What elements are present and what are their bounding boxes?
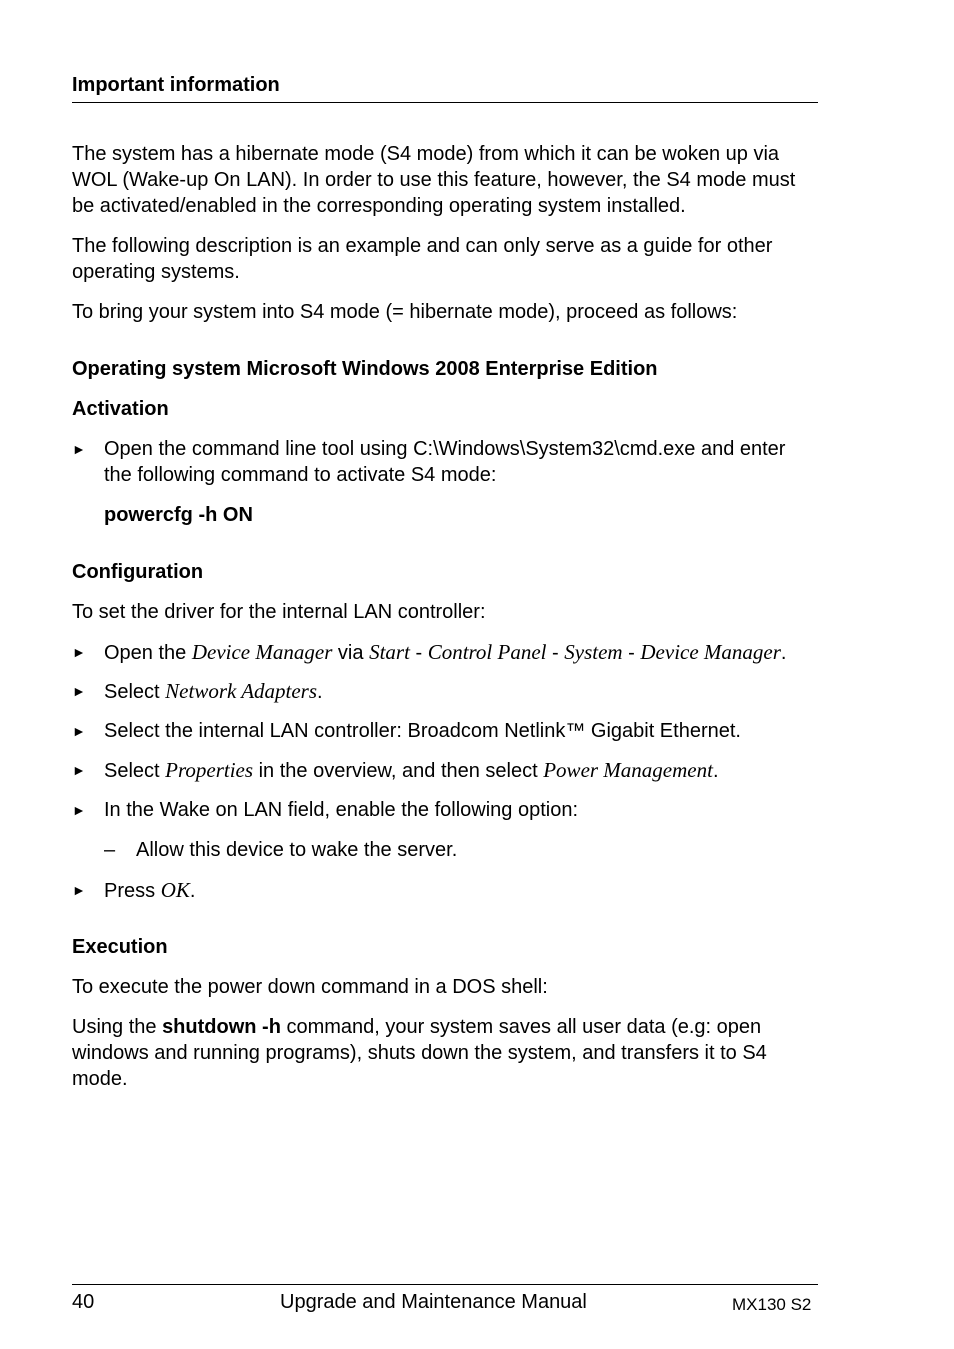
step-text: Select the internal LAN controller: Broadcom Netlink™ Gigabit Ethernet. [104, 720, 741, 742]
sub-option-text: Allow this device to wake the server. [136, 839, 458, 861]
configuration-sub-option [104, 837, 457, 863]
activation-step-1 [72, 436, 818, 488]
step-arrow-icon: ► [72, 723, 86, 739]
header-rule [72, 102, 818, 103]
intro-paragraph-1: The system has a hibernate mode (S4 mode) from which it can be woken up via WOL (Wake-up On LAN). In order to use this feature, however, the S4 mode must be activated/enabled in the corresponding operating system installed. [72, 143, 796, 217]
ui-term-device-manager: Device Manager [191, 640, 333, 664]
configuration-step-1 [72, 639, 818, 666]
step-text: Select Properties in the overview, and then select Power Management. [104, 758, 719, 782]
os-heading: Operating system Microsoft Windows 2008 Enterprise Edition [72, 358, 658, 380]
step-arrow-icon: ► [72, 683, 86, 699]
step-text: In the Wake on LAN field, enable the following option: [104, 799, 579, 821]
configuration-step-6 [72, 877, 818, 904]
execution-paragraph: Using the shutdown -h command, your system saves all user data (e.g: open windows and running programs), shuts down the system, and transfers it to S4 mode. [72, 1016, 767, 1090]
step-text: Press OK. [104, 878, 196, 902]
dash-marker: – [104, 839, 116, 861]
configuration-step-3 [72, 718, 818, 744]
step-arrow-icon: ► [72, 762, 86, 778]
execution-intro: To execute the power down command in a DOS shell: [72, 976, 548, 998]
page-number: 40 [72, 1291, 95, 1313]
header-title: Important information [72, 74, 280, 96]
ui-term-power-management: Power Management [543, 758, 713, 782]
footer-rule [72, 1284, 818, 1285]
ui-term-device-manager-2: Device Manager [640, 640, 781, 664]
ui-term-ok: OK [160, 878, 190, 902]
ui-term-properties: Properties [165, 758, 254, 782]
step-arrow-icon: ► [72, 441, 86, 457]
configuration-intro: To set the driver for the internal LAN controller: [72, 601, 486, 623]
activation-command: powercfg -h ON [104, 504, 253, 526]
step-arrow-icon: ► [72, 882, 86, 898]
configuration-step-4 [72, 757, 818, 784]
execution-heading: Execution [72, 936, 168, 958]
intro-paragraph-3: To bring your system into S4 mode (= hibernate mode), proceed as follows: [72, 301, 738, 323]
configuration-step-2 [72, 678, 818, 705]
step-arrow-icon: ► [72, 644, 86, 660]
manual-title: Upgrade and Maintenance Manual [280, 1291, 587, 1313]
configuration-heading: Configuration [72, 561, 204, 583]
step-arrow-icon: ► [72, 802, 86, 818]
step-text: Select Network Adapters. [104, 679, 323, 703]
model-name: MX130 S2 [732, 1295, 812, 1314]
step-text: Open the Device Manager via Start - Control Panel - System - Device Manager. [104, 640, 787, 664]
configuration-step-5 [72, 797, 818, 823]
activation-heading: Activation [72, 398, 169, 420]
ui-term-network-adapters: Network Adapters [165, 679, 318, 703]
step-text: Open the command line tool using C:\Windows\System32\cmd.exe and enter the following command to activate S4 mode: [104, 438, 786, 486]
ui-term-start: Start [369, 640, 410, 664]
shutdown-command: shutdown -h [162, 1016, 281, 1038]
ui-term-control-panel: Control Panel [427, 640, 547, 664]
intro-paragraph-2: The following description is an example and can only serve as a guide for other operating systems. [72, 235, 773, 283]
ui-term-system: System [564, 640, 623, 664]
